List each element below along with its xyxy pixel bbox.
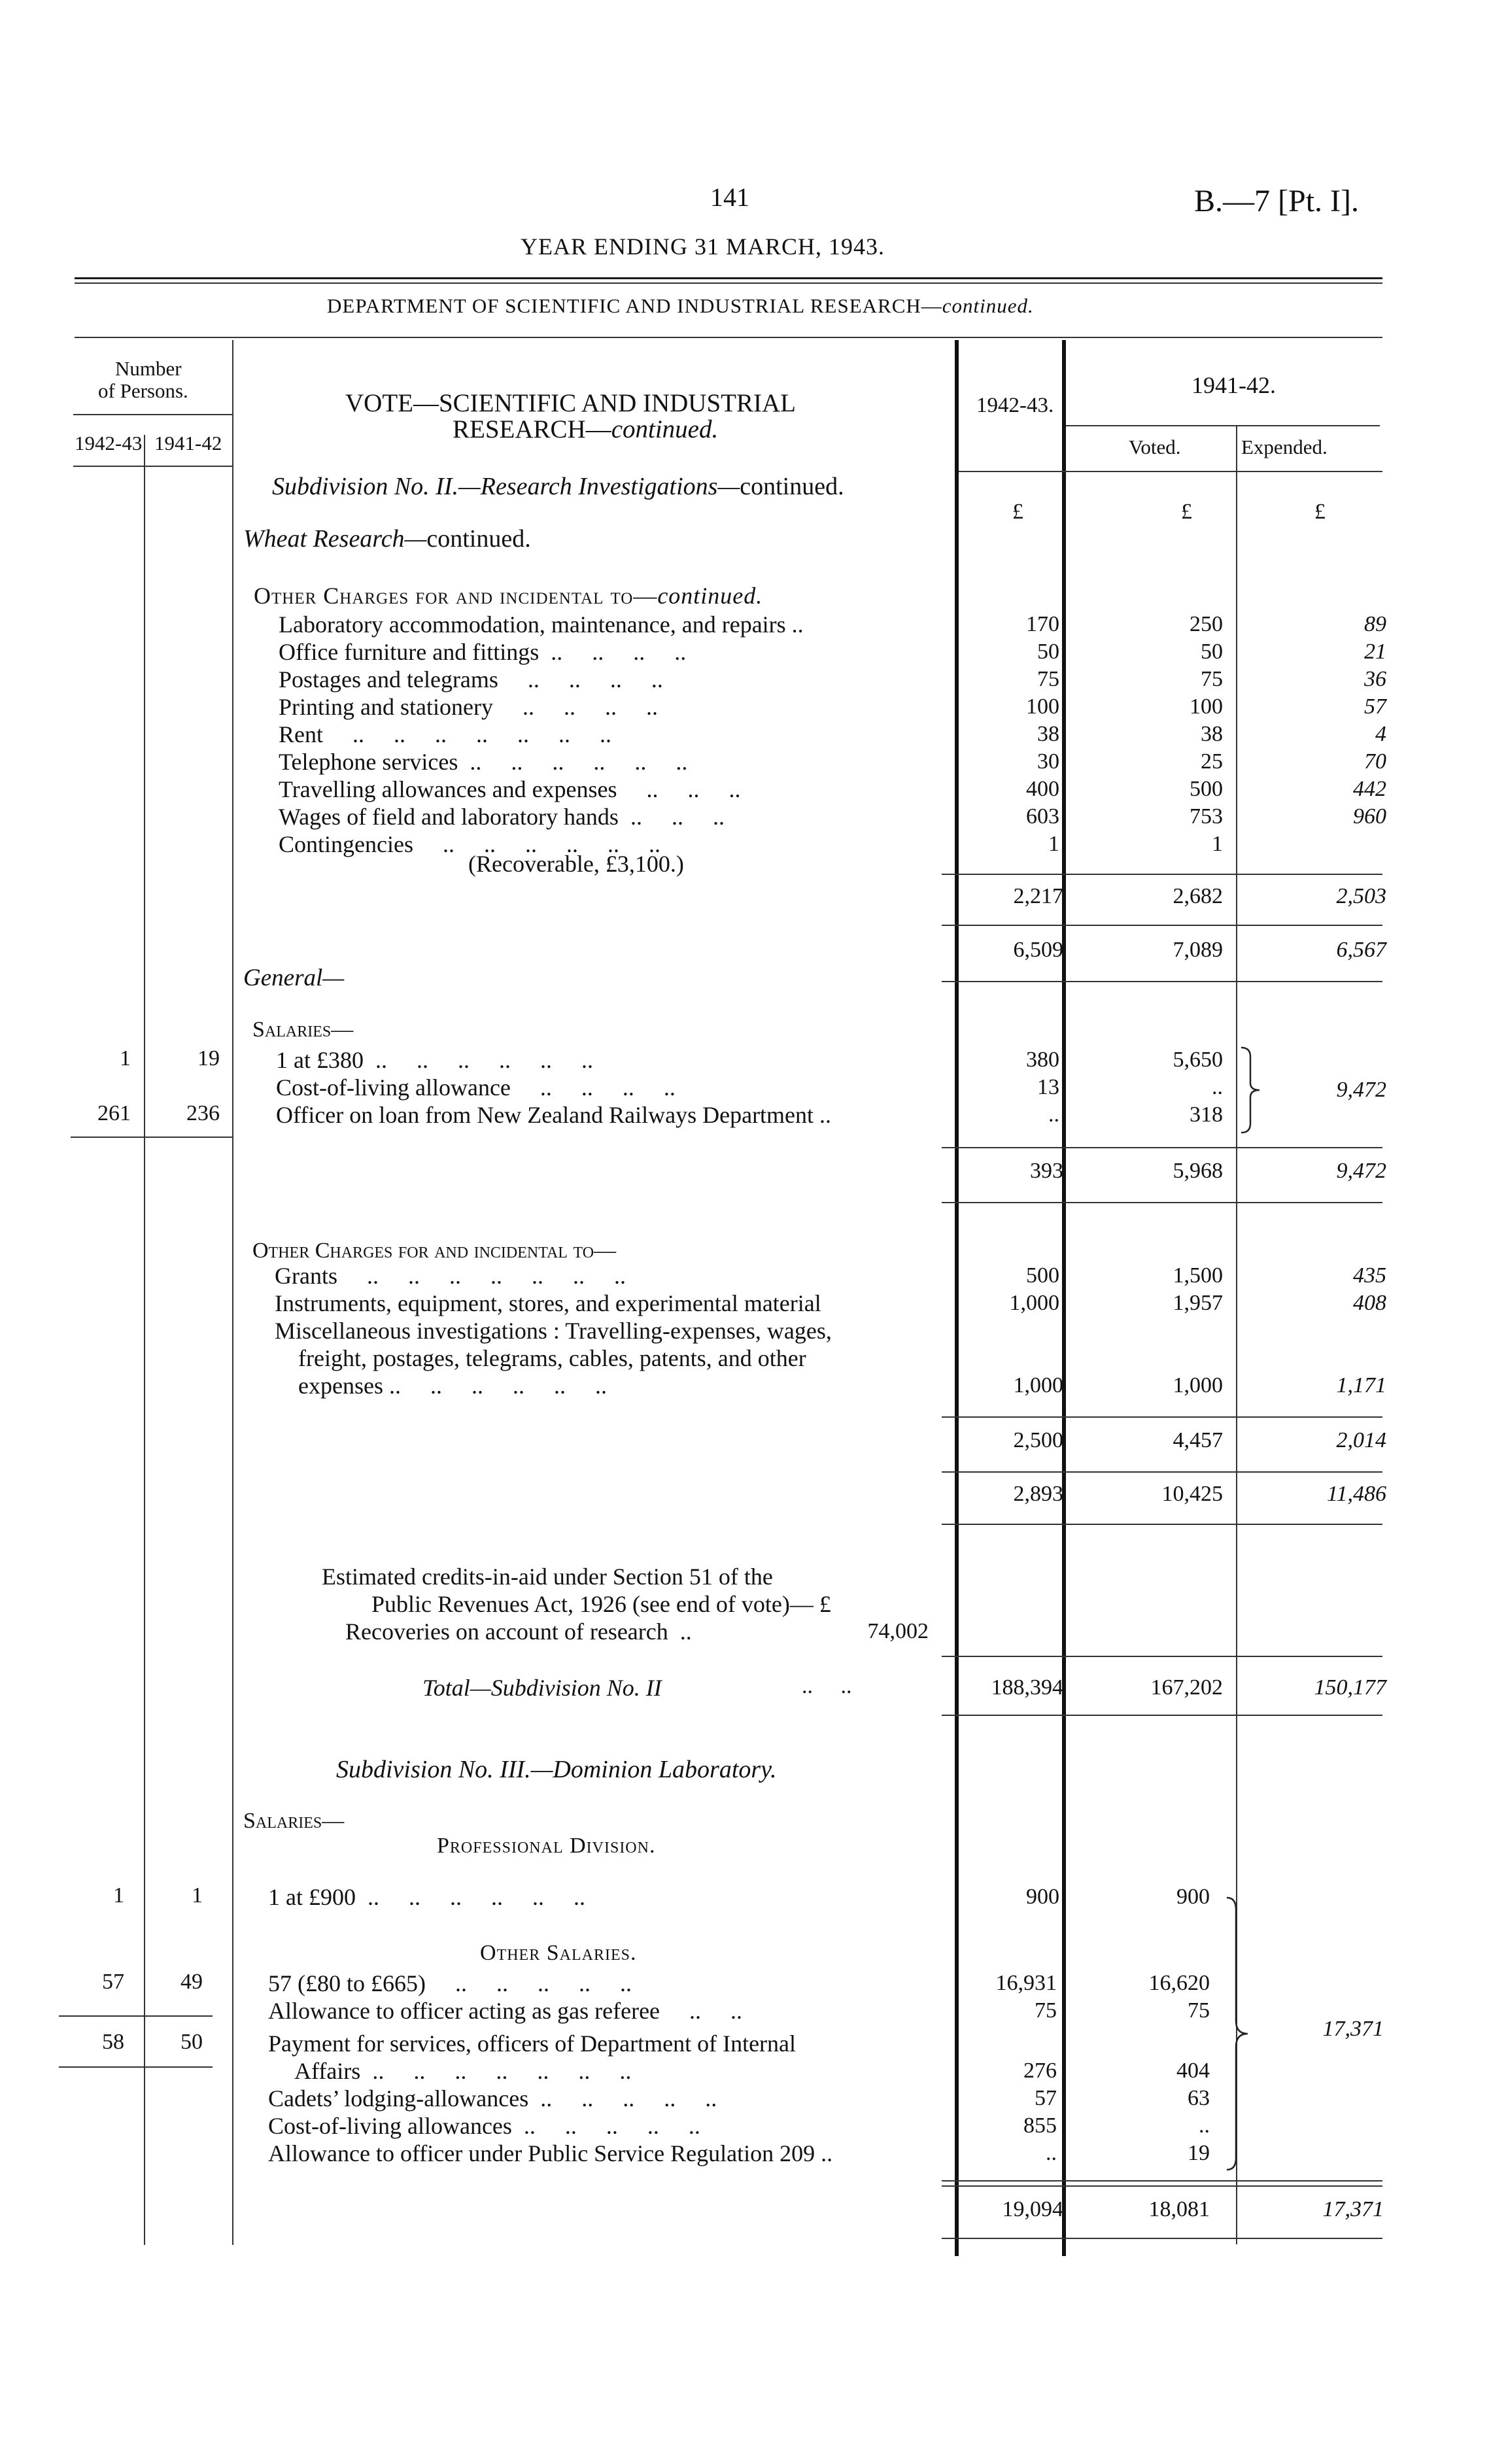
general-salary-voted: .. (1212, 1075, 1223, 1099)
wheat-item-dots: .. .. .. .. (492, 694, 658, 720)
department-name: DEPARTMENT OF SCIENTIFIC AND INDUSTRIAL RESEARCH— (327, 294, 942, 317)
wheat-item-text: Contingencies (279, 831, 413, 857)
currency-symbol-current: £ (1012, 500, 1023, 524)
dl-row-voted: .. (1199, 2113, 1210, 2138)
general-salary-persons-1942: 261 (97, 1101, 131, 1125)
general-salary-current: 380 (1026, 1048, 1059, 1072)
general-charges-total-rule (942, 1416, 1382, 1418)
dl-row-label (294, 2057, 631, 2085)
wheat-total-bottom-rule (942, 981, 1382, 982)
general-salary-label (276, 1046, 593, 1074)
misc-expended: 1,171 (1336, 1373, 1386, 1397)
wheat-item-expended: 70 (1364, 749, 1386, 774)
dl-row-voted: 63 (1188, 2086, 1210, 2110)
general-charges-total-current: 2,500 (1013, 1428, 1063, 1452)
wheat-subtotal-expended: 2,503 (1336, 884, 1386, 908)
wheat-research-continued: continued. (426, 525, 531, 553)
wheat-item-current: 30 (1037, 749, 1059, 774)
dl-row-current: 57 (1035, 2086, 1057, 2110)
current-year-column-line (955, 340, 959, 2256)
professional-division-heading: Professional Division. (437, 1834, 656, 1858)
dl-total-voted: 18,081 (1148, 2197, 1210, 2221)
wheat-item-text: Printing and stationery (279, 694, 493, 720)
wheat-item-voted: 100 (1190, 694, 1223, 719)
wheat-item-dots: .. .. .. (617, 776, 741, 802)
wheat-item-current: 50 (1037, 640, 1059, 664)
wheat-research-label: Wheat Research— (243, 525, 427, 553)
wheat-item-text: Laboratory accommodation, maintenance, and repairs (279, 611, 786, 638)
general-charge-label (275, 1262, 626, 1290)
general-charge-label (275, 1290, 821, 1317)
wheat-item-current: 100 (1026, 694, 1059, 719)
vote-title-continued: continued. (611, 415, 719, 443)
currency-symbol-voted: £ (1181, 500, 1192, 524)
wheat-item-current: 38 (1037, 722, 1059, 746)
dl-total-top-rule-2 (942, 2185, 1382, 2187)
subdiv2-total-top-rule (942, 1656, 1382, 1657)
dominion-lab-expended: 17,371 (1322, 2017, 1384, 2041)
wheat-total-voted: 7,089 (1173, 938, 1223, 962)
wheat-item-label (279, 611, 804, 638)
wheat-item-current: 170 (1026, 612, 1059, 636)
dl-row-text: Cadets’ lodging-allowances (268, 2085, 529, 2112)
wheat-item-current: 75 (1037, 667, 1059, 691)
general-salary-persons-1942: 1 (120, 1046, 131, 1070)
prior-year-header-rule (1066, 425, 1380, 426)
department-heading (327, 294, 1034, 318)
general-salary-label (276, 1074, 676, 1101)
wheat-item-text: Wages of field and laboratory hands (279, 804, 619, 830)
credits-line-3-dots: .. (668, 1618, 692, 1645)
general-salaries-heading: Salaries— (252, 1018, 354, 1042)
prof-persons-1941: 1 (192, 1883, 203, 1908)
wheat-item-label (279, 721, 611, 748)
wheat-item-dots: .. (785, 611, 804, 638)
general-salary-voted: 318 (1190, 1103, 1223, 1127)
wheat-item-label (279, 748, 687, 776)
persons-header-of-persons: of Persons. (98, 379, 188, 402)
dl-total-expended: 17,371 (1322, 2197, 1384, 2221)
general-salary-text: Officer on loan from New Zealand Railways Department (276, 1102, 814, 1128)
dl-row-text: Cost-of-living allowances (268, 2113, 512, 2139)
dl-row-current: 75 (1035, 1998, 1057, 2023)
wheat-item-voted: 75 (1201, 667, 1223, 691)
general-salaries-total-bottom-rule (942, 1202, 1382, 1203)
general-total-current: 2,893 (1013, 1482, 1063, 1506)
general-charge-expended: 408 (1353, 1291, 1386, 1315)
subdiv2-total-label (422, 1674, 662, 1702)
general-salary-current: .. (1048, 1103, 1059, 1127)
dl-row-voted: 19 (1188, 2141, 1210, 2165)
persons-right-column-line (232, 340, 233, 2245)
dl-row-dots: .. .. .. .. .. (528, 2085, 717, 2112)
general-salary-dots: .. .. .. .. (510, 1074, 676, 1101)
dl-row-dots: .. .. .. .. .. .. .. (360, 2058, 632, 2084)
vote-title-research: RESEARCH— (453, 415, 611, 443)
page-reference: B.—7 [Pt. I]. (1194, 184, 1359, 218)
persons-header-col-1942: 1942-43 (75, 432, 143, 454)
wheat-item-voted: 25 (1201, 749, 1223, 774)
year-header-voted: Voted. (1129, 436, 1181, 458)
wheat-total-expended: 6,567 (1336, 938, 1386, 962)
dl-row-dots: .. .. .. .. .. (511, 2113, 700, 2139)
persons-rule-58 (59, 2066, 213, 2068)
subdiv2-total-dots: .. .. (802, 1674, 852, 1698)
page-number: 141 (710, 182, 749, 212)
dl-row-text: Allowance to officer under Public Service Regulation 209 (268, 2140, 815, 2166)
credits-line-3 (345, 1618, 692, 1645)
dl-total-bottom-rule (942, 2238, 1382, 2239)
dl-row-label (268, 2140, 832, 2167)
dl-persons-1941: 50 (180, 2030, 203, 2054)
subdiv2-total-current: 188,394 (991, 1675, 1063, 1700)
dl-row-voted: 75 (1188, 1998, 1210, 2023)
wheat-item-expended: 21 (1364, 640, 1386, 664)
general-total-voted: 10,425 (1161, 1482, 1223, 1506)
general-salary-voted: 5,650 (1173, 1048, 1223, 1072)
general-charge-text: Grants (275, 1263, 337, 1289)
general-charges-total-voted: 4,457 (1173, 1428, 1223, 1452)
dl-row-text: Payment for services, officers of Department of Internal (268, 2030, 797, 2057)
general-salary-current: 13 (1037, 1075, 1059, 1099)
misc-voted: 1,000 (1173, 1373, 1223, 1397)
dl-row-text: Allowance to officer acting as gas referee (268, 1998, 660, 2024)
general-other-charges-heading: Other Charges for and incidental to— (252, 1239, 617, 1263)
wheat-item-label (279, 638, 686, 666)
other-salaries-heading: Other Salaries. (480, 1941, 637, 1965)
general-charge-dots: .. .. .. .. .. .. .. (337, 1263, 626, 1289)
wheat-item-voted: 38 (1201, 722, 1223, 746)
persons-header-bottom-rule (73, 466, 232, 467)
dl-persons-1941: 49 (180, 1970, 203, 1994)
dl-row-current: 276 (1023, 2059, 1057, 2083)
dl-row-label (268, 2112, 700, 2140)
header-rule-bottom (75, 282, 1382, 284)
dl-row-label (268, 2030, 796, 2057)
wheat-item-label (279, 693, 658, 721)
persons-header-number: Number (115, 357, 182, 380)
dl-persons-1942: 58 (102, 2030, 124, 2054)
general-heading: General— (243, 965, 345, 991)
general-salaries-total-current: 393 (1030, 1159, 1063, 1183)
other-charges-continued-suffix: continued. (657, 583, 763, 609)
subdivision-ii-continued: continued. (740, 473, 844, 500)
general-salary-text: Cost-of-living allowance (276, 1074, 511, 1101)
prof-row-dots: .. .. .. .. .. .. (355, 1884, 585, 1910)
dl-row-current: 855 (1023, 2113, 1057, 2138)
general-salary-dots: .. (814, 1102, 832, 1128)
general-salaries-expended: 9,472 (1336, 1078, 1386, 1102)
general-salary-label (276, 1101, 831, 1129)
wheat-item-current: 400 (1026, 777, 1059, 801)
general-charge-text: Instruments, equipment, stores, and experimental material (275, 1290, 821, 1316)
misc-line-3-label: expenses (298, 1373, 383, 1399)
dominion-salaries-heading: Salaries— (243, 1809, 345, 1833)
year-heading: YEAR ENDING 31 MARCH, 1943. (521, 233, 885, 260)
voted-column-line (1062, 340, 1066, 2256)
wheat-item-current: 603 (1026, 804, 1059, 829)
wheat-item-voted: 250 (1190, 612, 1223, 636)
wheat-item-dots: .. .. .. .. .. .. (458, 749, 688, 775)
wheat-item-expended: 442 (1353, 777, 1386, 801)
department-continued: continued. (942, 294, 1034, 317)
dl-row-voted: 404 (1176, 2059, 1210, 2083)
credits-line-1: Estimated credits-in-aid under Section 51 of the (322, 1564, 773, 1590)
general-charge-expended: 435 (1353, 1263, 1386, 1288)
credits-amount: 74,002 (867, 1619, 929, 1643)
wheat-item-dots: .. .. .. .. .. .. .. (323, 721, 611, 747)
dl-row-current: 16,931 (995, 1971, 1057, 1995)
currency-symbol-expended: £ (1314, 500, 1326, 524)
misc-line-3 (298, 1372, 607, 1399)
prof-row-current: 900 (1026, 1885, 1059, 1909)
general-charges-total-expended: 2,014 (1336, 1428, 1386, 1452)
dl-row-dots: .. (815, 2140, 833, 2166)
general-salary-persons-1941: 19 (197, 1046, 220, 1070)
credits-line-2: Public Revenues Act, 1926 (see end of vote)— £ (371, 1591, 831, 1617)
subdiv2-total-text: Total—Subdivision No. II (422, 1675, 662, 1701)
persons-header-col-1941: 1941-42 (154, 432, 222, 454)
year-header-expended: Expended. (1241, 436, 1328, 458)
wheat-item-expended: 89 (1364, 612, 1386, 636)
wheat-subtotal-current: 2,217 (1013, 884, 1063, 908)
general-salary-dots: .. .. .. .. .. .. (363, 1047, 593, 1073)
year-header-current: 1942-43. (976, 394, 1054, 417)
dl-total-top-rule (942, 2180, 1382, 2182)
prof-persons-1942: 1 (113, 1883, 124, 1908)
wheat-item-voted: 1 (1212, 832, 1223, 856)
year-header-prior: 1941-42. (1191, 372, 1276, 398)
misc-line-1: Miscellaneous investigations : Travelling-expenses, wages, (275, 1318, 832, 1344)
general-salaries-total-expended: 9,472 (1336, 1159, 1386, 1183)
year-header-bottom-rule (959, 471, 1382, 472)
misc-line-2: freight, postages, telegrams, cables, patents, and other (298, 1345, 806, 1371)
general-salaries-total-rule (942, 1147, 1382, 1148)
general-salaries-total-voted: 5,968 (1173, 1159, 1223, 1183)
wheat-item-text: Telephone services (279, 749, 458, 775)
persons-header-rule (73, 414, 232, 415)
wheat-item-expended: 57 (1364, 694, 1386, 719)
wheat-item-expended: 4 (1375, 722, 1386, 746)
wheat-subtotal-rule (942, 874, 1382, 875)
general-charge-voted: 1,500 (1173, 1263, 1223, 1288)
persons-general-rule (71, 1137, 232, 1138)
wheat-item-dots: .. .. .. .. (498, 666, 663, 693)
dl-row-current: .. (1046, 2141, 1057, 2165)
subdivision-ii-heading (272, 472, 844, 501)
wheat-item-expended: 36 (1364, 667, 1386, 691)
subdivision-iii-heading: Subdivision No. III.—Dominion Laboratory. (336, 1756, 777, 1783)
prof-row-voted: 900 (1176, 1885, 1210, 1909)
misc-current: 1,000 (1013, 1373, 1063, 1397)
wheat-item-voted: 500 (1190, 777, 1223, 801)
wheat-item-text: Postages and telegrams (279, 666, 498, 693)
header-rule-top (75, 277, 1382, 279)
dl-row-label (268, 1997, 742, 2025)
wheat-item-text: Office furniture and fittings (279, 639, 540, 665)
dl-persons-1942: 57 (102, 1970, 124, 1994)
dl-row-text: Affairs (294, 2058, 361, 2084)
misc-line-3-dots: .. .. .. .. .. .. (383, 1373, 607, 1399)
dl-row-voted: 16,620 (1148, 1971, 1210, 1995)
subdiv2-total-expended: 150,177 (1314, 1675, 1386, 1700)
wheat-item-dots: .. .. .. (618, 804, 725, 830)
wheat-subtotal-voted: 2,682 (1173, 884, 1223, 908)
other-charges-continued-label: Other Charges for and incidental to— (254, 583, 658, 609)
wheat-item-dots: .. .. .. .. .. .. (413, 831, 660, 857)
subdiv2-total-voted: 167,202 (1150, 1675, 1223, 1700)
wheat-total-current: 6,509 (1013, 938, 1063, 962)
persons-rule-57 (59, 2015, 213, 2017)
general-charges-total-bottom-rule (942, 1471, 1382, 1473)
wheat-subtotal-bottom-rule (942, 925, 1382, 926)
dl-row-text: 57 (£80 to £665) (268, 1970, 426, 1996)
wheat-research-heading (243, 524, 531, 553)
subdiv2-total-bottom-rule (942, 1715, 1382, 1716)
general-charge-current: 1,000 (1009, 1291, 1059, 1315)
prof-row-text: 1 at £900 (268, 1884, 356, 1910)
wheat-item-current: 1 (1048, 832, 1059, 856)
wheat-item-dots: .. .. .. .. (539, 639, 687, 665)
prof-row-label (268, 1883, 585, 1911)
dl-row-label (268, 1970, 632, 1997)
dl-row-dots: .. .. (660, 1998, 743, 2024)
general-charge-current: 500 (1026, 1263, 1059, 1288)
general-salary-text: 1 at £380 (276, 1047, 364, 1073)
dl-total-current: 19,094 (1002, 2197, 1063, 2221)
wheat-item-text: Travelling allowances and expenses (279, 776, 617, 802)
general-charge-voted: 1,957 (1173, 1291, 1223, 1315)
general-salary-persons-1941: 236 (186, 1101, 220, 1125)
table-top-rule (75, 337, 1382, 338)
dl-row-label (268, 2085, 717, 2112)
dl-row-dots: .. .. .. .. .. (425, 1970, 632, 1996)
wheat-item-label (279, 803, 725, 830)
wheat-item-voted: 753 (1190, 804, 1223, 829)
vote-title-line2 (453, 415, 718, 444)
wheat-item-label (279, 666, 663, 693)
vote-title-line1: VOTE—SCIENTIFIC AND INDUSTRIAL (345, 389, 796, 417)
wheat-item-text: Rent (279, 721, 323, 747)
recoverable-note: (Recoverable, £3,100.) (468, 851, 684, 877)
credits-line-3-label: Recoveries on account of research (345, 1618, 668, 1645)
subdivision-ii-label: Subdivision No. II.—Research Investigations— (272, 473, 740, 500)
other-charges-continued-heading (254, 582, 763, 609)
general-total-expended: 11,486 (1327, 1482, 1386, 1506)
persons-left-column-line (144, 435, 145, 2245)
general-total-bottom-rule (942, 1524, 1382, 1525)
wheat-item-expended: 960 (1353, 804, 1386, 829)
wheat-item-label (279, 776, 741, 803)
wheat-item-voted: 50 (1201, 640, 1223, 664)
